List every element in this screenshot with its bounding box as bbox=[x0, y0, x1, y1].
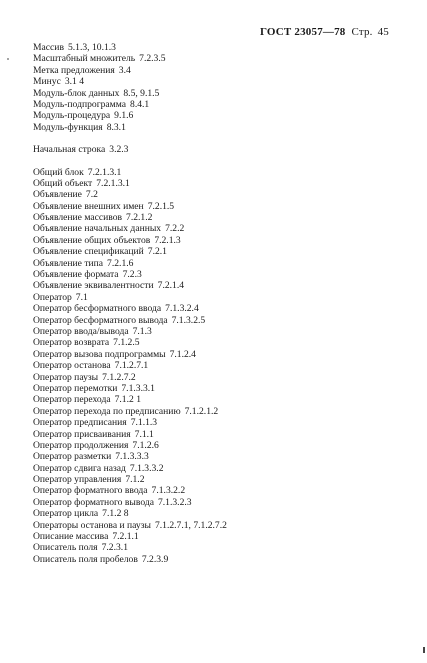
index-entry bbox=[33, 292, 403, 303]
index-reference: 7.2.2 bbox=[165, 223, 185, 235]
index-reference: 7.2.1 bbox=[147, 246, 167, 258]
index-entry bbox=[33, 497, 403, 508]
index-term: Оператор вызова подпрограммы bbox=[33, 348, 166, 360]
page-label: Стр. bbox=[351, 26, 373, 38]
index-entry bbox=[33, 76, 403, 87]
index-reference: 3.4 bbox=[118, 64, 131, 76]
index-entry bbox=[33, 315, 403, 326]
index-term: Оператор бесформатного вывода bbox=[33, 314, 168, 326]
index-term: Модуль-функция bbox=[33, 121, 103, 133]
index-term: Модуль-процедура bbox=[33, 110, 111, 122]
index-entry bbox=[33, 178, 403, 189]
index-reference: 7.2 bbox=[85, 189, 98, 201]
index-reference: 7.1.3.2.3 bbox=[157, 496, 192, 508]
index-reference: 3.2.3 bbox=[109, 144, 129, 156]
index-term: Объявление спецификаций bbox=[33, 246, 144, 258]
margin-mark bbox=[423, 647, 425, 653]
index-entry bbox=[33, 65, 403, 76]
index-reference: 7.2.3 bbox=[122, 269, 142, 281]
index-entry bbox=[33, 394, 403, 405]
index-term: Общий объект bbox=[33, 177, 93, 189]
page-header bbox=[260, 26, 389, 38]
index-entry bbox=[33, 280, 403, 291]
index-reference: 7.2.3.5 bbox=[139, 53, 166, 65]
index-reference: 5.1.3, 10.1.3 bbox=[67, 42, 116, 53]
index-term: Объявление начальных данных bbox=[33, 223, 162, 235]
index-term: Метка предложения bbox=[33, 64, 115, 76]
index-reference: 7.2.3.1 bbox=[101, 542, 128, 554]
index-reference: 7.1.2.7.1, 7.1.2.7.2 bbox=[154, 519, 227, 531]
index-term: Оператор паузы bbox=[33, 371, 99, 383]
index-reference: 8.3.1 bbox=[106, 121, 126, 133]
index-term: Объявление типа bbox=[33, 257, 104, 269]
index-entry bbox=[33, 53, 403, 64]
index-term: Начальная строка bbox=[33, 144, 106, 156]
index-term: Оператор продолжения bbox=[33, 439, 129, 451]
index-term: Оператор ввода/вывода bbox=[33, 325, 129, 337]
index-reference: 7.1.3.3.1 bbox=[121, 382, 155, 394]
index-term: Оператор сдвига назад bbox=[33, 462, 126, 474]
index-entry bbox=[33, 144, 403, 155]
index-entry bbox=[33, 303, 403, 314]
subject-index bbox=[33, 42, 403, 565]
index-term: Оператор перехода bbox=[33, 394, 111, 406]
index-entry bbox=[33, 326, 403, 337]
index-term: Объявление внешних имен bbox=[33, 200, 144, 212]
index-reference: 7.1.3.2.5 bbox=[171, 314, 206, 326]
index-term: Объявление формата bbox=[33, 269, 119, 281]
index-term: Массив bbox=[33, 42, 64, 53]
index-term: Оператор разметки bbox=[33, 451, 112, 463]
index-entry bbox=[33, 542, 403, 553]
index-term: Описатель поля bbox=[33, 542, 98, 554]
index-term: Объявление общих объектов bbox=[33, 234, 151, 246]
index-reference: 7.1.2.6 bbox=[132, 439, 159, 451]
index-entry bbox=[33, 99, 403, 110]
index-reference: 8.5, 9.1.5 bbox=[123, 87, 160, 99]
index-term: Оператор возврата bbox=[33, 337, 110, 349]
index-term: Оператор перемотки bbox=[33, 382, 118, 394]
index-term: Оператор присваивания bbox=[33, 428, 131, 440]
index-reference: 7.1.2 8 bbox=[102, 508, 129, 520]
index-reference: 7.1.2 bbox=[125, 474, 145, 486]
index-entry bbox=[33, 554, 403, 565]
index-group bbox=[33, 42, 403, 133]
index-reference: 7.1.3.2.2 bbox=[151, 485, 186, 497]
index-entry bbox=[33, 235, 403, 246]
index-reference: 7.1.2.4 bbox=[169, 348, 196, 360]
index-reference: 7.2.1.3.1 bbox=[87, 166, 122, 178]
index-entry bbox=[33, 429, 403, 440]
index-entry bbox=[33, 110, 403, 121]
index-reference: 7.1.3.3.2 bbox=[129, 462, 164, 474]
index-reference: 7.2.1.3.1 bbox=[96, 177, 130, 189]
index-entry bbox=[33, 406, 403, 417]
index-reference: 7.1.2.1.2 bbox=[184, 405, 219, 417]
index-entry bbox=[33, 463, 403, 474]
index-reference: 7.2.3.9 bbox=[141, 553, 169, 565]
index-entry bbox=[33, 258, 403, 269]
index-term: Оператор цикла bbox=[33, 508, 99, 520]
index-reference: 7.1.3.3.3 bbox=[115, 451, 149, 463]
standard-designation: ГОСТ 23057—78 bbox=[259, 26, 346, 38]
index-term: Объявление bbox=[33, 189, 82, 201]
index-term: Объявление эквивалентности bbox=[33, 280, 154, 292]
index-term: Объявление массивов bbox=[33, 212, 123, 224]
index-reference: 7.2.1.3 bbox=[154, 234, 181, 246]
index-term: Описатель поля пробелов bbox=[33, 553, 138, 565]
index-entry bbox=[33, 417, 403, 428]
index-entry bbox=[33, 508, 403, 519]
scan-speck bbox=[7, 58, 9, 60]
index-reference: 3.1 4 bbox=[64, 76, 85, 88]
index-reference: 9.1.6 bbox=[114, 110, 134, 122]
index-reference: 8.4.1 bbox=[130, 98, 150, 110]
index-term: Оператор перехода по предписанию bbox=[33, 405, 181, 417]
index-entry bbox=[33, 223, 403, 234]
index-entry bbox=[33, 360, 403, 371]
index-reference: 7.1.3.2.4 bbox=[165, 303, 199, 315]
index-entry bbox=[33, 349, 403, 360]
index-entry bbox=[33, 440, 403, 451]
index-term: Масштабный множитель bbox=[33, 53, 136, 65]
index-entry bbox=[33, 531, 403, 542]
index-reference: 7.1.1 bbox=[134, 428, 154, 440]
page-number: 45 bbox=[377, 26, 389, 38]
index-term: Оператор форматного вывода bbox=[33, 496, 154, 508]
index-group bbox=[33, 167, 403, 566]
index-term: Оператор останова bbox=[33, 360, 111, 372]
index-reference: 7.1.2.5 bbox=[113, 337, 140, 349]
index-reference: 7.2.1.6 bbox=[107, 257, 134, 269]
index-entry bbox=[33, 167, 403, 178]
index-entry bbox=[33, 212, 403, 223]
index-reference: 7.1.1.3 bbox=[130, 417, 158, 429]
index-term: Оператор управления bbox=[33, 474, 122, 486]
index-term: Оператор бесформатного ввода bbox=[33, 303, 162, 315]
index-entry bbox=[33, 485, 403, 496]
index-entry bbox=[33, 451, 403, 462]
index-term: Описание массива bbox=[33, 531, 109, 543]
index-reference: 7.1.3 bbox=[132, 325, 152, 337]
index-term: Оператор предписания bbox=[33, 417, 127, 429]
index-term: Модуль-блок данных bbox=[33, 87, 120, 99]
index-reference: 7.1.2.7.2 bbox=[102, 371, 136, 383]
index-reference: 7.1 bbox=[75, 291, 88, 303]
index-entry bbox=[33, 337, 403, 348]
index-reference: 7.2.1.2 bbox=[126, 212, 153, 224]
index-entry bbox=[33, 383, 403, 394]
index-entry bbox=[33, 122, 403, 133]
index-entry bbox=[33, 189, 403, 200]
index-reference: 7.2.1.4 bbox=[157, 280, 185, 292]
index-entry bbox=[33, 269, 403, 280]
index-group bbox=[33, 144, 403, 155]
index-entry bbox=[33, 88, 403, 99]
index-reference: 7.2.1.1 bbox=[112, 531, 139, 543]
index-reference: 7.1.2 1 bbox=[114, 394, 141, 406]
index-term: Общий блок bbox=[33, 166, 84, 178]
index-entry bbox=[33, 246, 403, 257]
index-term: Операторы останова и паузы bbox=[33, 519, 151, 531]
index-entry bbox=[33, 474, 403, 485]
index-term: Модуль-подпрограмма bbox=[33, 98, 127, 110]
index-entry bbox=[33, 372, 403, 383]
index-entry bbox=[33, 520, 403, 531]
index-term: Оператор bbox=[33, 291, 72, 303]
index-term: Оператор форматного ввода bbox=[33, 485, 148, 497]
index-entry bbox=[33, 42, 403, 53]
index-entry bbox=[33, 201, 403, 212]
index-reference: 7.1.2.7.1 bbox=[114, 360, 149, 372]
index-reference: 7.2.1.5 bbox=[147, 200, 175, 212]
index-term: Минус bbox=[33, 76, 61, 88]
